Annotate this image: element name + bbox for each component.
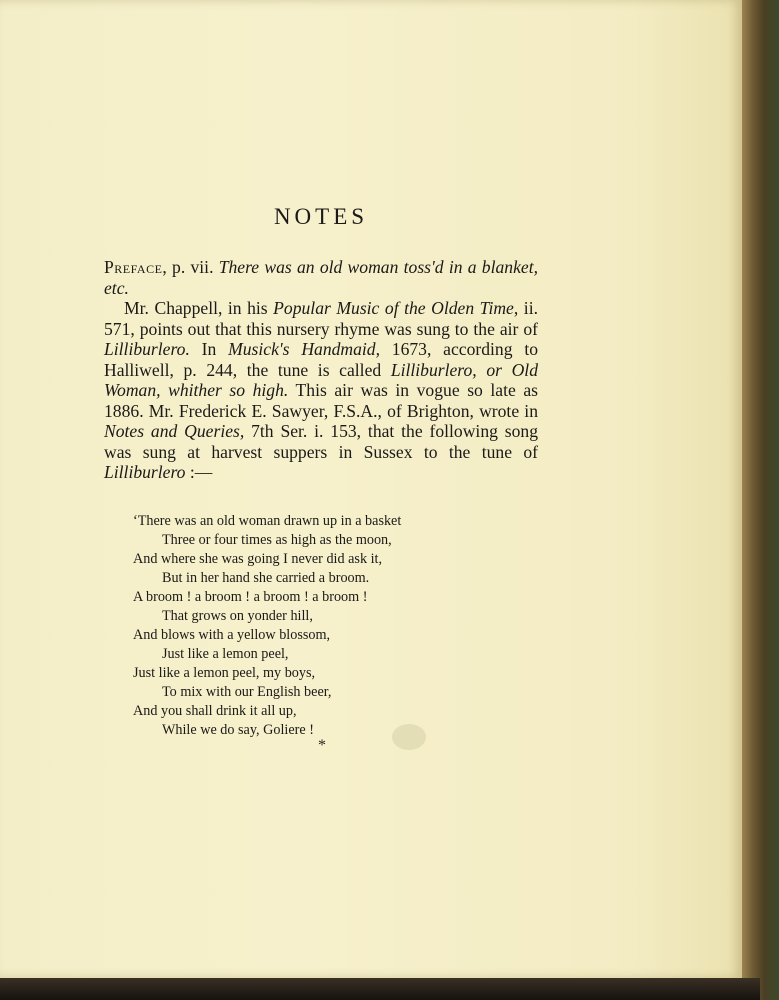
verse-line: And blows with a yellow blossom, [133, 627, 331, 643]
verse-line: And where she was going I never did ask it, [133, 551, 383, 567]
preface-ref: , p. vii. [162, 257, 219, 277]
italic-run: Lilliburlero, or Old Woman, whither so high. [104, 359, 538, 400]
book-bottom-edge [0, 978, 760, 1000]
song-verse [133, 512, 553, 740]
text-run: This air was in vogue so late as 1886. Mr. Frederick E. Sawyer, F.S.A., of Brighton, wrote in [104, 380, 538, 421]
italic-run: Popular Music of the Olden Time [273, 298, 514, 318]
text-run: Mr. Chappell, in his [124, 298, 274, 318]
preface-lead: Preface [104, 257, 163, 277]
text-run: , ii. 571, points out that this nursery rhyme was sung to the air of [104, 298, 538, 339]
verse-line: Just like a lemon peel, [162, 646, 289, 662]
verse-line: Three or four times as high as the moon, [162, 532, 392, 548]
text-run: 7th Ser. i. 153, that the following song was sung at harvest suppers in Sussex to the tune of [104, 421, 538, 462]
verse-line: And you shall drink it all up, [133, 703, 297, 719]
text-run: In [189, 339, 229, 359]
italic-run: Musick's Handmaid, [228, 339, 380, 359]
preface-paragraph [104, 257, 538, 298]
notes-text [104, 257, 538, 483]
text-run: :— [185, 462, 213, 482]
verse-line: To mix with our English beer, [162, 684, 332, 700]
text-run: 1673, according to Halliwell, p. 244, the tune is called [104, 339, 538, 380]
verse-line: A broom ! a broom ! a broom ! a broom ! [133, 589, 368, 605]
paper-stain [392, 724, 426, 750]
verse-line: But in her hand she carried a broom. [162, 570, 370, 586]
italic-run: Notes and Queries, [104, 421, 245, 441]
verse-line: Just like a lemon peel, my boys, [133, 665, 316, 681]
verse-line: ‘There was an old woman drawn up in a basket [133, 513, 402, 529]
ornament-asterisk: * [318, 737, 326, 754]
italic-run: Lilliburlero [104, 462, 186, 482]
book-fore-edge [742, 0, 779, 1000]
chappell-paragraph [104, 298, 538, 483]
verse-line: While we do say, Goliere ! [162, 722, 314, 738]
page-title: NOTES [273, 204, 369, 229]
preface-quote: There was an old woman toss'd in a blanket, etc. [104, 257, 538, 298]
verse-line: That grows on yonder hill, [162, 608, 313, 624]
italic-run: Lilliburlero. [104, 339, 190, 359]
